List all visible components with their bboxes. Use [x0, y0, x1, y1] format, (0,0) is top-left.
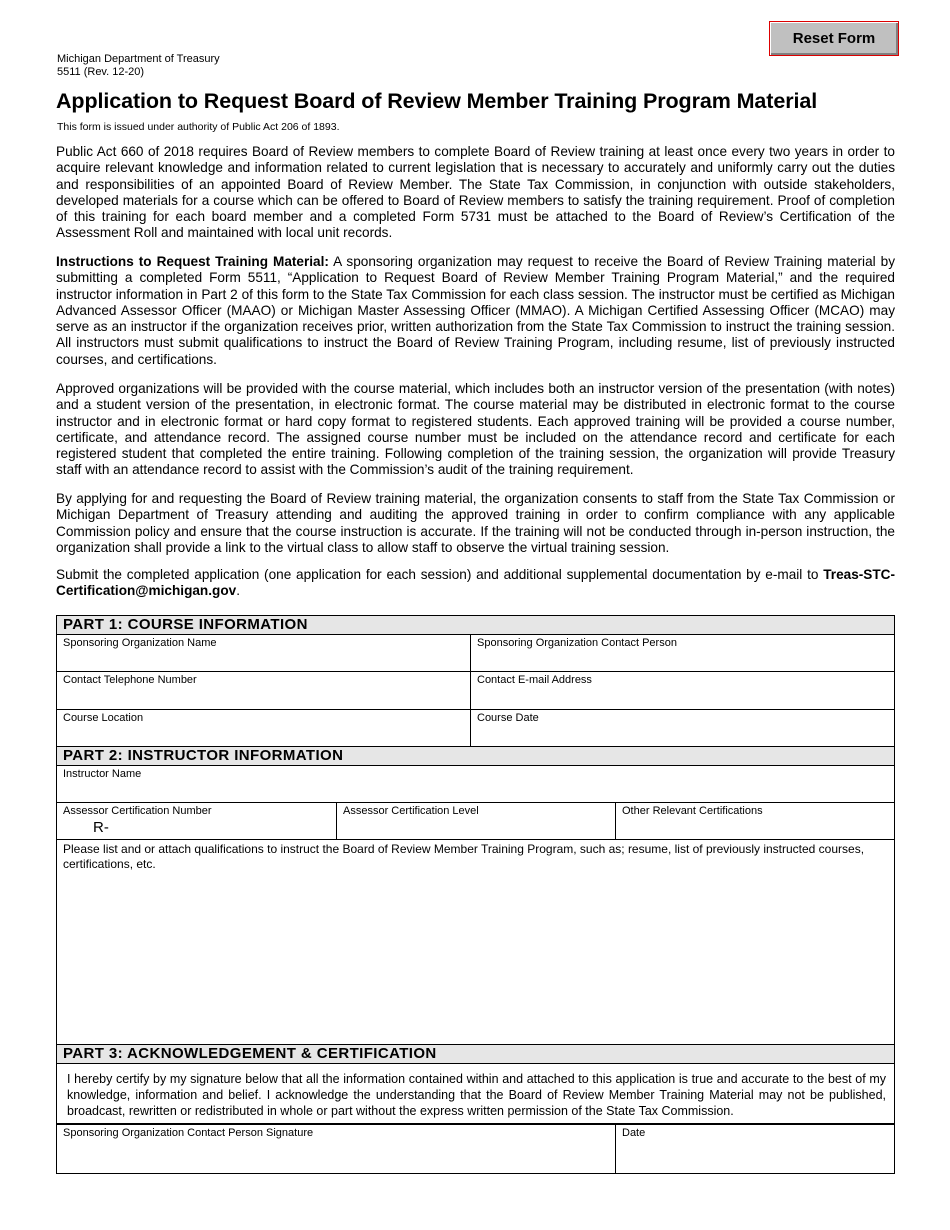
application-form: [56, 615, 895, 1174]
authority-note: This form is issued under authority of Public Act 206 of 1893.: [57, 121, 340, 133]
phone-label: Contact Telephone Number: [63, 674, 197, 686]
signature-label: Sponsoring Organization Contact Person Signature: [63, 1127, 314, 1139]
approval-paragraph: Approved organizations will be provided with the course material, which includes both an instructor version of the presentation (with notes) and a student version of the presentation, in electronic format. The course material may be distributed in electronic format to the course instructor and in electronic format or hard copy format to registered students. Each approved training will be provided a course number, certificate, and attendance record. The assigned course number must be included on the attendance record and certificate for each registered student that completed the entire training. Following completion of the training session, the organization will provide Treasury staff with an attendance record to assist with the Commission’s audit of the training requirement.: [56, 381, 895, 478]
date-label: Course Date: [477, 712, 539, 724]
phone-field[interactable]: [61, 687, 466, 707]
reset-form-button[interactable]: Reset Form: [769, 21, 899, 56]
form-row: [57, 840, 894, 1045]
instructions-lead: Instructions to Request Training Material:: [56, 254, 329, 269]
email-label: Contact E-mail Address: [477, 674, 592, 686]
qualifications-label: Please list and or attach qualifications to instruct the Board of Review Member Training Program, such as; resume, list of previously instructed courses, certifications, etc.: [63, 842, 865, 871]
contact-person-field[interactable]: [475, 649, 890, 669]
signature-date-field[interactable]: [620, 1151, 890, 1171]
certification-statement: I hereby certify by my signature below that all the information contained within and attached to this application is true and accurate to the best of my knowledge, information and belief. I acknowledge the understanding that the Board of Review Member Training Material may not be published, broadcast, rewritten or redistributed in whole or part without the express written permission of the State Tax Commission.: [57, 1064, 894, 1124]
part1-heading: PART 1: COURSE INFORMATION: [57, 616, 894, 635]
cert-level-field[interactable]: [341, 817, 612, 837]
qualifications-field[interactable]: [61, 872, 890, 1042]
cert-level-label: Assessor Certification Level: [343, 805, 479, 817]
department-name: Michigan Department of Treasury: [57, 53, 220, 65]
cert-prefix: R-: [93, 819, 109, 836]
form-row: [57, 1124, 894, 1173]
form-row: [57, 803, 894, 840]
org-name-label: Sponsoring Organization Name: [63, 637, 217, 649]
cert-number-label: Assessor Certification Number: [63, 805, 212, 817]
email-field[interactable]: [475, 687, 890, 707]
instructor-name-field[interactable]: [61, 780, 890, 800]
part3-heading: PART 3: ACKNOWLEDGEMENT & CERTIFICATION: [57, 1045, 894, 1064]
signature-date-label: Date: [622, 1127, 646, 1139]
page-title: Application to Request Board of Review Member Training Program Material: [56, 89, 818, 113]
intro-paragraph: Public Act 660 of 2018 requires Board of Review members to complete Board of Review training at least once every two years in order to acquire relevant knowledge and information related to current legislation that is necessary to accurately and uniformly carry out the duties and responsibilities of an appointed Board of Review Member. The State Tax Commission, in conjunction with outside stakeholders, developed materials for a course which can be offered to Board of Review members to satisfy the training requirement. Proof of completion of this training for each board member and a completed Form 5731 must be attached to the Board of Review’s Certification of the Assessment Roll and maintained with local unit records.: [56, 144, 895, 241]
org-name-field[interactable]: [61, 649, 466, 669]
form-number: 5511 (Rev. 12-20): [57, 66, 145, 78]
instructor-label: Instructor Name: [63, 768, 142, 780]
location-label: Course Location: [63, 712, 144, 724]
submit-email-link[interactable]: Treas-STC-Certification@michigan.gov: [56, 567, 895, 599]
signature-field[interactable]: [61, 1151, 611, 1171]
instructions-text: A sponsoring organization may request to receive the Board of Review Training material by submitting a completed Form 5511, “Application to Request Board of Review Member Training Program Material,” and the required instructor information in Part 2 of this form to the State Tax Commission for each class session. The instructor must be certified as Michigan Advanced Assessor Officer (MAAO) or Michigan Master Assessing Officer (MMAO). A Michigan Certified Assessing Officer (MCAO) may serve as an instructor if the organization receives prior, written authorization from the State Tax Commission to instruct the training session. All instructors must submit qualifications to instruct the Board of Review Training Program, including resume, list of previously instructed courses, and certifications.: [56, 254, 895, 367]
contact-person-label: Sponsoring Organization Contact Person: [477, 637, 677, 649]
cert-number-field[interactable]: [113, 817, 332, 837]
instructions-paragraph: [56, 254, 895, 368]
submit-paragraph: [56, 567, 895, 600]
location-field[interactable]: [61, 724, 466, 744]
form-row: [57, 766, 894, 803]
consent-paragraph: By applying for and requesting the Board of Review training material, the organization consents to staff from the State Tax Commission or Michigan Department of Treasury attending and auditing the approved training in order to confirm compliance with any applicable Commission policy and ensure that the course instruction is accurate. If the training will not be conducted through in-person instruction, the organization shall provide a link to the virtual class to allow staff to observe the virtual training session.: [56, 491, 895, 555]
form-row: [57, 672, 894, 710]
part2-heading: PART 2: INSTRUCTOR INFORMATION: [57, 747, 894, 766]
other-certs-label: Other Relevant Certifications: [622, 805, 763, 817]
form-row: [57, 710, 894, 747]
submit-text: Submit the completed application (one application for each session) and additional supplemental documentation by e-mail to: [56, 567, 824, 582]
form-row: [57, 635, 894, 672]
other-certs-field[interactable]: [620, 817, 890, 837]
course-date-field[interactable]: [475, 724, 890, 744]
submit-end: .: [236, 583, 240, 599]
